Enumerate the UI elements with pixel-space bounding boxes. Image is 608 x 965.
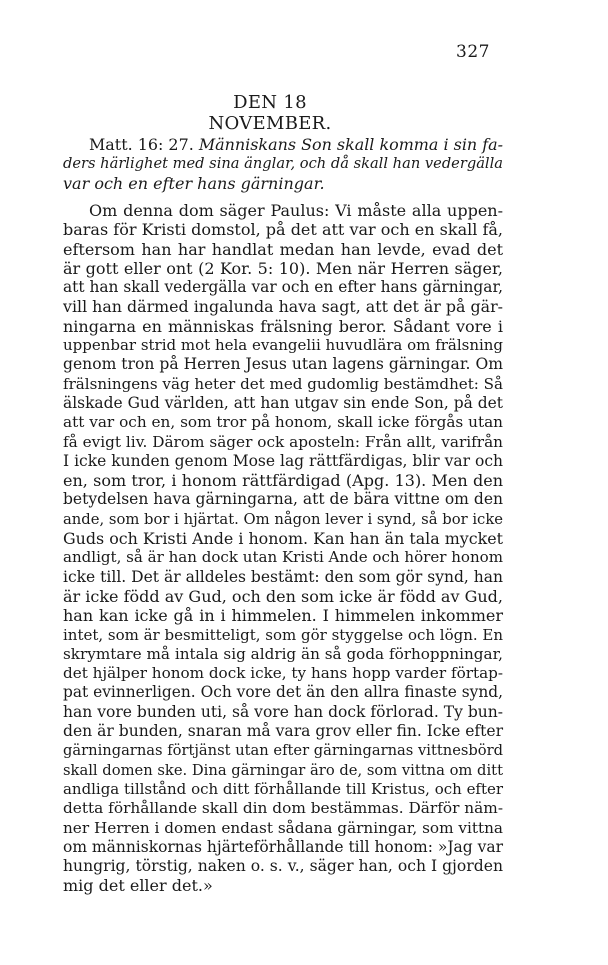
body-line: betydelsen hava gärningarna, att de bära vittne om den (63, 490, 503, 509)
body-line: att var och en, som tror på honom, skall icke förgås utan (63, 413, 503, 432)
body-line: uppenbar strid mot hela evangelii huvudlära om frälsning (63, 336, 503, 355)
body-line: en, som tror, i honom rättfärdigad (Apg. 13). Men den (63, 471, 503, 491)
page-heading: DEN 18 NOVEMBER. (208, 92, 332, 134)
body-line: frälsningens väg heter det med gudomlig bestämdhet: Så (63, 374, 503, 393)
body-line: hungrig, törstig, naken o. s. v., säger han, och I gjorden (63, 857, 503, 876)
body-line: I icke kunden genom Mose lag rättfärdigas, blir var och (63, 451, 503, 470)
body-line: det hjälper honom dock icke, ty hans hopp varder förtap- (63, 664, 503, 683)
body-line: den är bunden, snaran må vara grov eller fin. Icke efter (63, 722, 504, 741)
body-line: eftersom han har handlat medan han levde, evad det (63, 239, 503, 259)
body-line: om människornas hjärteförhållande till honom: »Jag var (63, 837, 503, 856)
page-number: 327 (456, 42, 490, 62)
verse-line: var och en efter hans gärningar. (63, 173, 325, 193)
body-line: han kan icke gå in i himmelen. I himmelen inkommer (63, 606, 503, 626)
body-line: att han skall vedergälla var och en efter hans gärningar, (63, 278, 503, 297)
body-line: andligt, så är han dock utan Kristi Ande och hörer honom (63, 548, 503, 567)
body-line: detta förhållande skall din dom bestämmas. Därför näm- (63, 799, 503, 818)
body-line: ande, som bor i hjärtat. Om någon lever i synd, så bor icke (63, 510, 503, 528)
body-line: han vore bunden uti, så vore han dock förlorad. Ty bun- (63, 702, 503, 721)
body-line: är gott eller ont (2 Kor. 5: 10). Men när Herren säger, (63, 258, 503, 278)
body-line: Om denna dom säger Paulus: Vi måste alla uppen- (89, 201, 503, 220)
body-line: gärningarnas förtjänst utan efter gärningarnas vittnesbörd (63, 742, 503, 760)
body-line: baras för Kristi domstol, på det att var och en skall få, (63, 220, 503, 240)
body-line: ner Herren i domen endast sådana gärningar, som vittna (63, 818, 503, 837)
body-line: Guds och Kristi Ande i honom. Kan han än tala mycket (63, 529, 503, 549)
verse-line (63, 135, 503, 154)
verse-text: Människans Son skall komma i sin fa- (198, 135, 504, 154)
body-line: är icke född av Gud, och den som icke är född av Gud, (63, 586, 503, 606)
body-line: ningarna en människas frälsning beror. Sådant vore i (63, 316, 503, 336)
body-line: skall domen ske. Dina gärningar äro de, som vittna om ditt (63, 761, 503, 779)
verse-reference: Matt. 16: 27. (89, 135, 194, 154)
body-line: mig det eller det.» (63, 876, 213, 896)
body-line: genom tron på Herren Jesus utan lagens gärningar. Om (63, 355, 503, 374)
body-line: intet, som är besmitteligt, som gör styggelse och lögn. En (63, 625, 503, 644)
body-line: skrymtare må intala sig aldrig än så goda förhoppningar, (63, 644, 503, 663)
scripture-verse (63, 135, 503, 193)
verse-line: ders härlighet med sina änglar, och då skall han vedergälla (63, 155, 503, 173)
body-text (63, 201, 503, 896)
body-line: pat evinnerligen. Och vore det än den allra finaste synd, (63, 683, 503, 702)
body-line: älskade Gud världen, att han utgav sin ende Son, på det (63, 393, 503, 412)
body-line: andliga tillstånd och ditt förhållande till Kristus, och efter (63, 779, 503, 798)
body-line: icke till. Det är alldeles bestämt: den som gör synd, han (63, 567, 503, 586)
body-line: vill han därmed ingalunda hava sagt, att det är på gär- (63, 297, 503, 317)
body-line: få evigt liv. Därom säger ock aposteln: Från allt, varifrån (63, 432, 503, 451)
